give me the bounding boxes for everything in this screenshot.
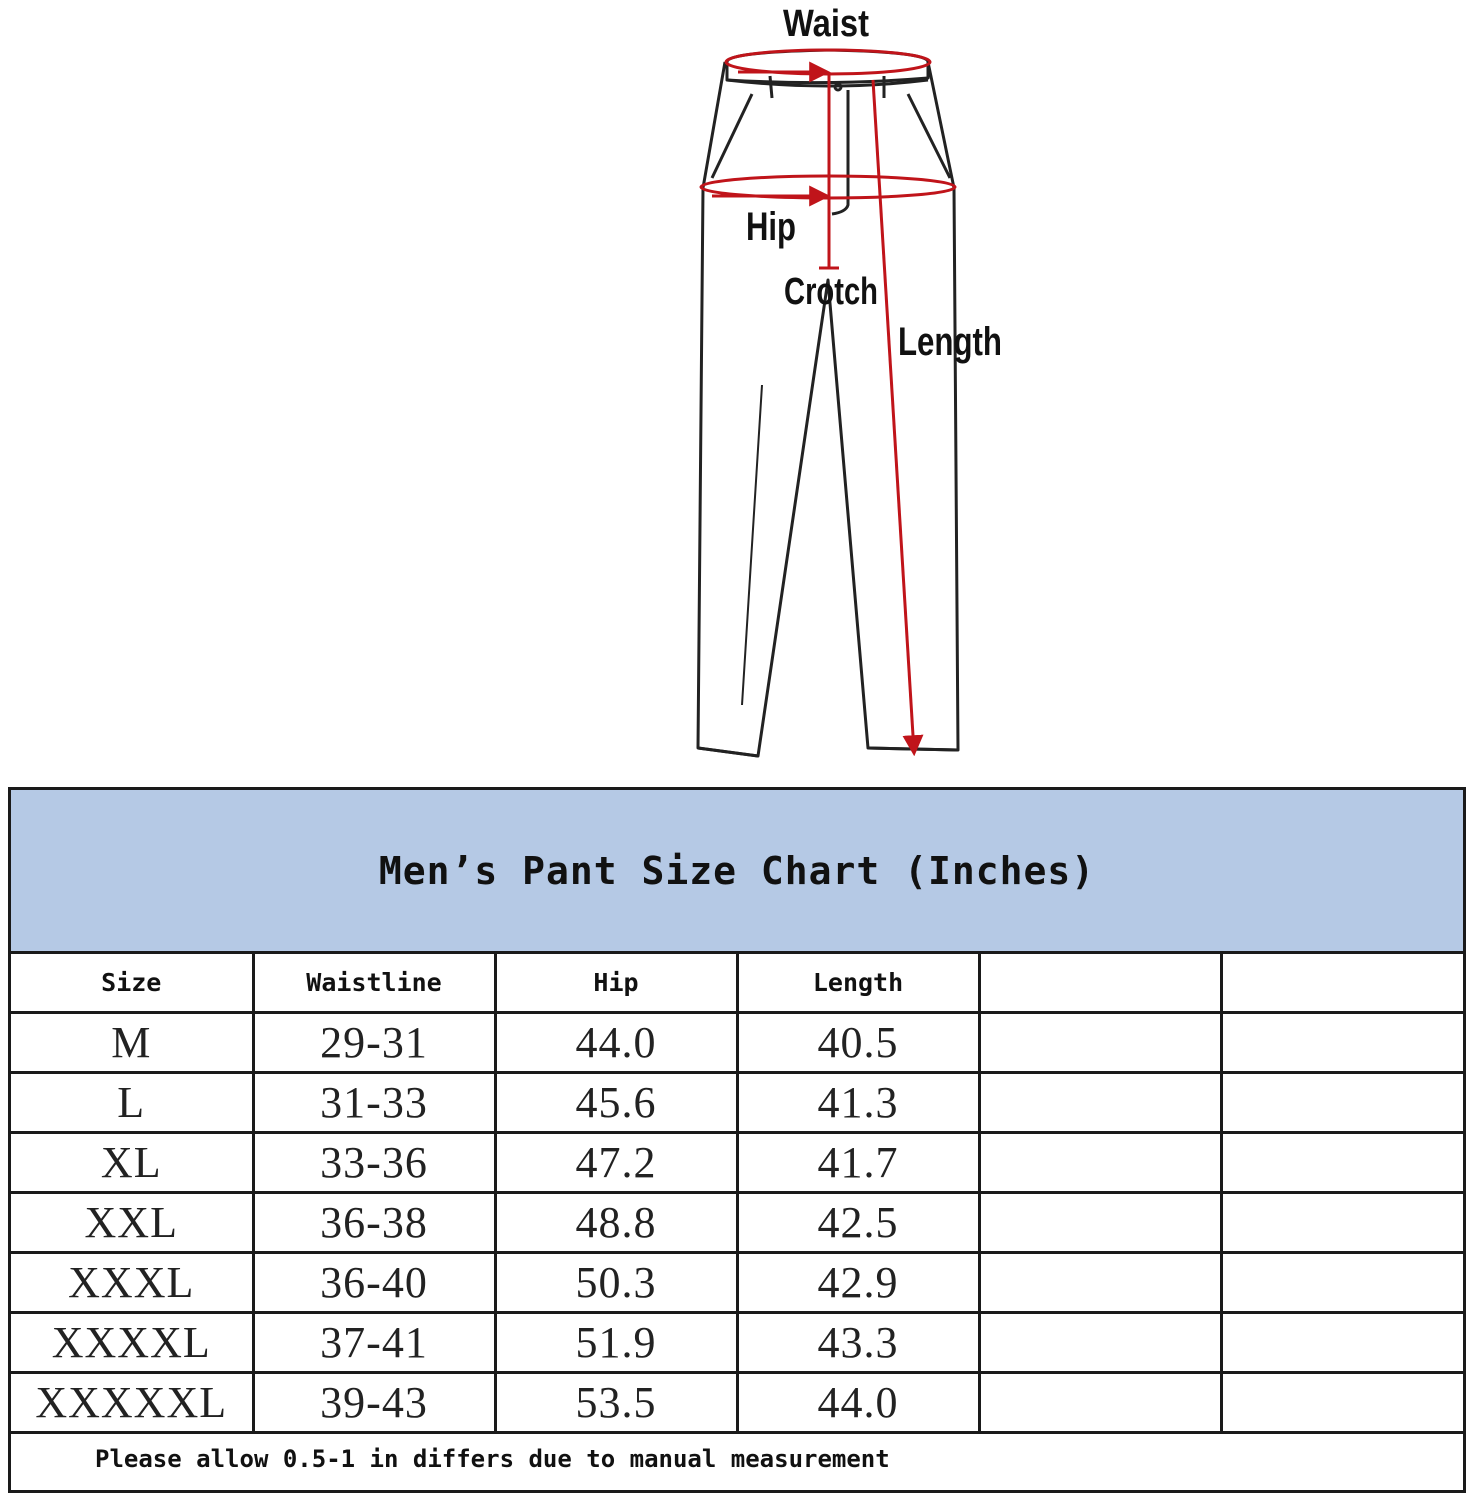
length-cell: 42.5 xyxy=(737,1193,979,1253)
empty-cell xyxy=(1221,1373,1463,1433)
size-chart-title-band xyxy=(11,790,1463,954)
size-chart xyxy=(8,787,1466,1493)
empty-cell xyxy=(1221,1073,1463,1133)
waistline-cell: 36-38 xyxy=(253,1193,495,1253)
table-row xyxy=(11,1193,1463,1253)
header-cell: Hip xyxy=(495,954,737,1013)
length-cell: 43.3 xyxy=(737,1313,979,1373)
waistline-cell: 39-43 xyxy=(253,1373,495,1433)
hip-cell: 51.9 xyxy=(495,1313,737,1373)
waistline-cell: 36-40 xyxy=(253,1253,495,1313)
empty-cell xyxy=(1221,1013,1463,1073)
crotch-label: Crotch xyxy=(784,271,878,313)
hip-cell: 53.5 xyxy=(495,1373,737,1433)
header-row xyxy=(11,954,1463,1013)
hip-cell: 50.3 xyxy=(495,1253,737,1313)
empty-cell xyxy=(979,1313,1221,1373)
length-cell: 42.9 xyxy=(737,1253,979,1313)
hip-cell: 47.2 xyxy=(495,1133,737,1193)
waistline-cell: 31-33 xyxy=(253,1073,495,1133)
length-cell: 41.7 xyxy=(737,1133,979,1193)
header-cell xyxy=(1221,954,1463,1013)
size-cell: XXXXL xyxy=(11,1313,253,1373)
hip-cell: 45.6 xyxy=(495,1073,737,1133)
size-cell: XXL xyxy=(11,1193,253,1253)
size-cell: XXXXXL xyxy=(11,1373,253,1433)
table-row xyxy=(11,1073,1463,1133)
empty-cell xyxy=(979,1073,1221,1133)
size-cell: XXXL xyxy=(11,1253,253,1313)
waistline-cell: 29-31 xyxy=(253,1013,495,1073)
table-row xyxy=(11,1373,1463,1433)
measurement-note: Please allow 0.5-1 in differs due to manual measurement xyxy=(95,1445,890,1473)
header-cell xyxy=(979,954,1221,1013)
empty-cell xyxy=(1221,1133,1463,1193)
length-cell: 44.0 xyxy=(737,1373,979,1433)
table-row xyxy=(11,1253,1463,1313)
header-cell: Waistline xyxy=(253,954,495,1013)
length-measure-line xyxy=(873,80,914,752)
hip-label: Hip xyxy=(746,205,796,249)
table-row xyxy=(11,1013,1463,1073)
length-cell: 40.5 xyxy=(737,1013,979,1073)
size-cell: L xyxy=(11,1073,253,1133)
table-row xyxy=(11,1133,1463,1193)
waistline-cell: 37-41 xyxy=(253,1313,495,1373)
empty-cell xyxy=(979,1253,1221,1313)
header-cell: Size xyxy=(11,954,253,1013)
hip-cell: 44.0 xyxy=(495,1013,737,1073)
empty-cell xyxy=(979,1193,1221,1253)
header-cell: Length xyxy=(737,954,979,1013)
size-cell: M xyxy=(11,1013,253,1073)
waistline-cell: 33-36 xyxy=(253,1133,495,1193)
empty-cell xyxy=(1221,1313,1463,1373)
empty-cell xyxy=(979,1133,1221,1193)
size-chart-title: Men’s Pant Size Chart (Inches) xyxy=(378,848,1096,893)
hip-cell: 48.8 xyxy=(495,1193,737,1253)
waist-label: Waist xyxy=(783,3,870,45)
length-label: Length xyxy=(898,320,1002,364)
length-cell: 41.3 xyxy=(737,1073,979,1133)
table-row xyxy=(11,1313,1463,1373)
size-cell: XL xyxy=(11,1133,253,1193)
empty-cell xyxy=(979,1373,1221,1433)
measurement-lines xyxy=(701,50,955,752)
empty-cell xyxy=(979,1013,1221,1073)
empty-cell xyxy=(1221,1193,1463,1253)
size-grid xyxy=(11,954,1463,1434)
empty-cell xyxy=(1221,1253,1463,1313)
